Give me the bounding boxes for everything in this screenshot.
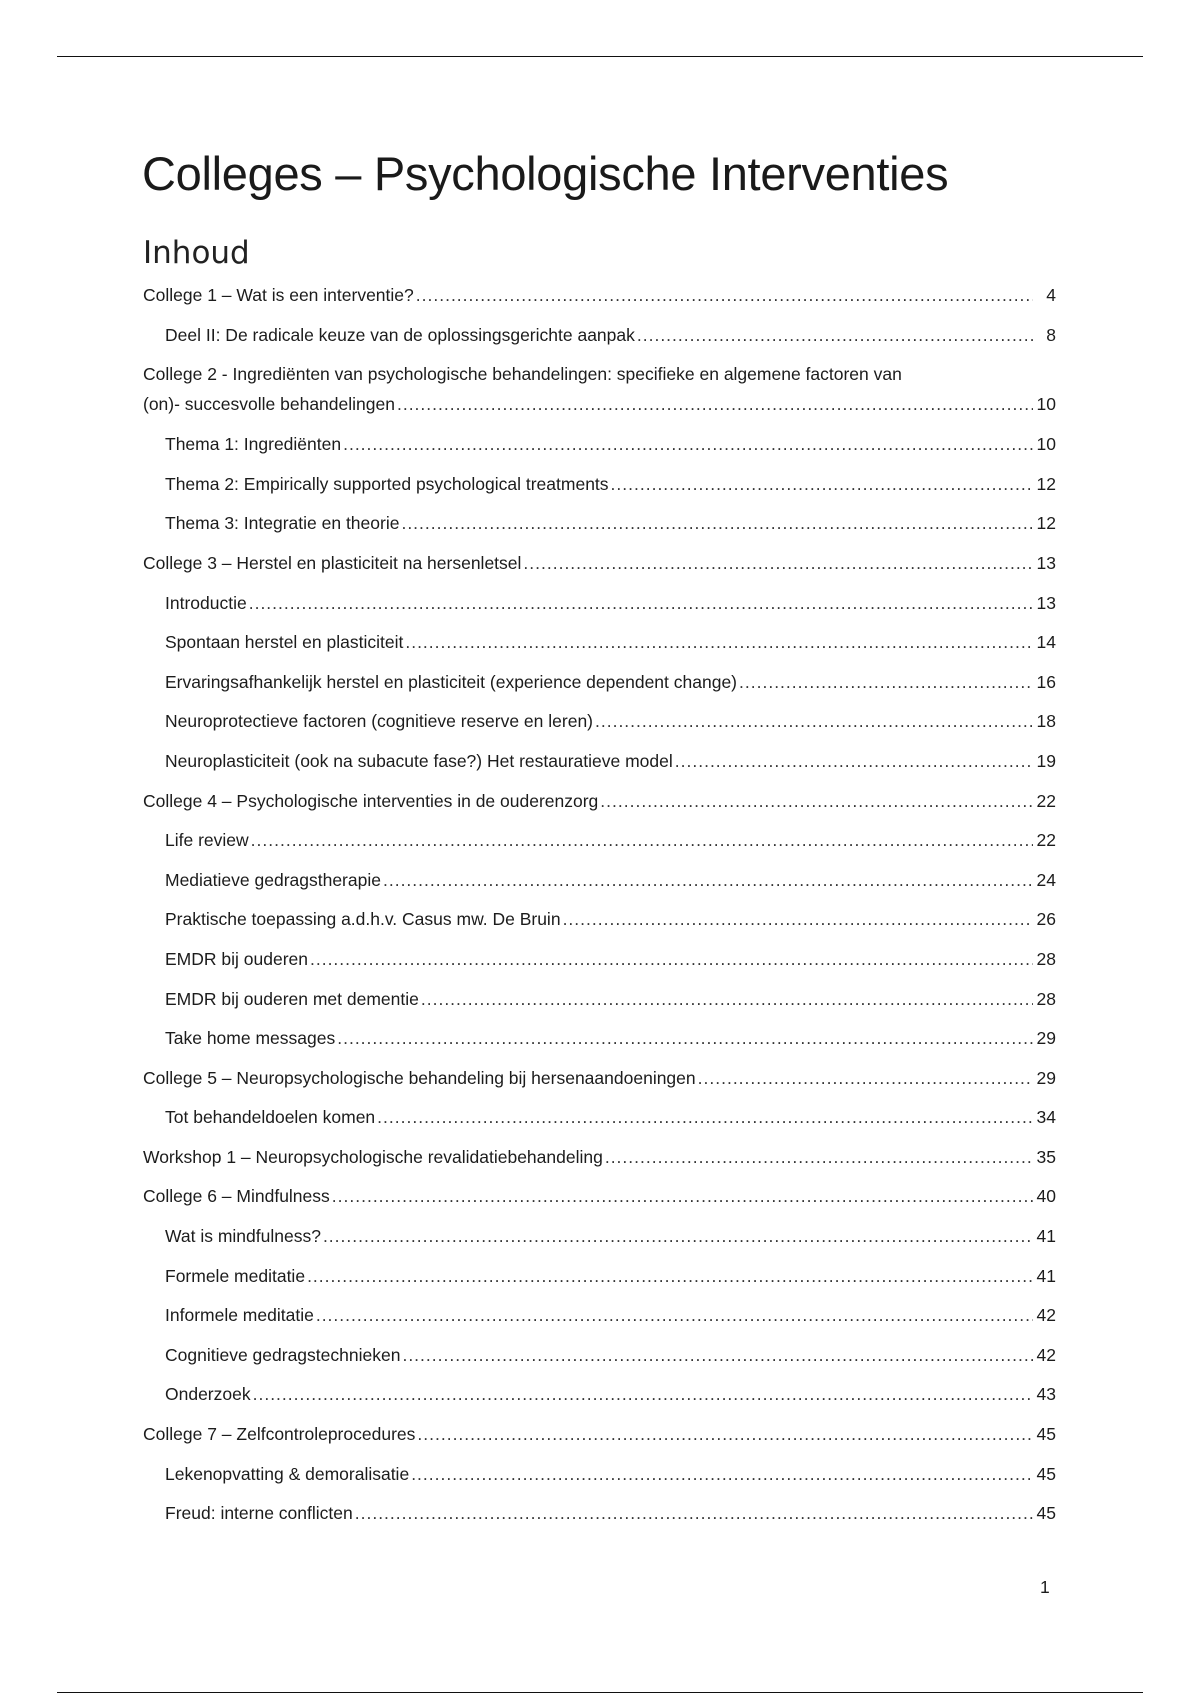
toc-entry-title: Take home messages [165,1023,337,1053]
toc-entry[interactable] [143,627,1056,667]
dot-leader [416,280,1033,310]
toc-entry-page: 28 [1036,988,1056,1009]
toc-entry[interactable] [143,1379,1056,1419]
toc-entry[interactable] [143,1300,1056,1340]
toc-entry-page: 16 [1036,671,1056,692]
toc-entry-row [165,746,1056,776]
toc-entry-title: Onderzoek [165,1379,253,1409]
toc-entry-title: Tot behandeldoelen komen [165,1102,377,1132]
toc-entry[interactable] [143,667,1056,707]
toc-entry-row [165,904,1056,934]
toc-entry-row [165,1459,1056,1489]
toc-entry-title: Workshop 1 – Neuropsychologische revalidatiebehandeling [143,1142,605,1172]
toc-entry-row [165,706,1056,736]
dot-leader [637,320,1033,350]
dot-leader [383,865,1033,895]
toc-entry-row [143,1063,1056,1093]
toc-entry-title: College 5 – Neuropsychologische behandeling bij hersenaandoeningen [143,1063,698,1093]
toc-entry-page: 12 [1036,473,1056,494]
dot-leader [397,389,1033,419]
toc-entry-title: Introductie [165,588,249,618]
toc-entry-page: 26 [1036,909,1056,930]
toc-entry-title: Neuroprotectieve factoren (cognitieve reserve en leren) [165,706,595,736]
footer-rule [57,1692,1143,1693]
toc-entry-title: Cognitieve gedragstechnieken [165,1340,402,1370]
toc-entry-row [143,548,1056,578]
toc-entry-page: 4 [1046,285,1056,305]
toc-entry-row [165,1102,1056,1132]
toc-entry[interactable] [143,588,1056,628]
toc-entry-row [143,280,1056,310]
toc-entry-title: Formele meditatie [165,1261,307,1291]
toc-entry-row [165,1379,1056,1409]
toc-entry-title: Life review [165,825,251,855]
toc-entry-title: (on)- succesvolle behandelingen [143,389,397,419]
toc-entry-title: Freud: interne conflicten [165,1498,355,1528]
dot-leader [343,429,1033,459]
toc-entry[interactable] [143,469,1056,509]
dot-leader [600,786,1033,816]
toc-entry[interactable] [143,904,1056,944]
toc-entry[interactable] [143,508,1056,548]
toc-entry-page: 10 [1036,434,1056,455]
toc-entry[interactable] [143,1261,1056,1301]
toc-entry-row [143,786,1056,816]
toc-entry-row [165,1023,1056,1053]
toc-entry-page: 13 [1036,592,1056,613]
dot-leader [675,746,1033,776]
dot-leader [611,469,1033,499]
toc-entry-page: 22 [1036,790,1056,811]
toc-heading: Inhoud [143,235,250,271]
toc-entry[interactable] [143,865,1056,905]
table-of-contents [143,280,1056,1538]
dot-leader [323,1221,1033,1251]
dot-leader [377,1102,1033,1132]
toc-entry-title: College 6 – Mindfulness [143,1181,332,1211]
toc-entry-page: 14 [1036,632,1056,653]
toc-entry-page: 43 [1036,1384,1056,1405]
toc-entry-title: College 4 – Psychologische interventies in de ouderenzorg [143,786,600,816]
dot-leader [249,588,1033,618]
toc-entry-row [165,944,1056,974]
toc-entry[interactable] [143,548,1056,588]
toc-entry-title-line1: College 2 - Ingrediënten van psychologische behandelingen: specifieke en algemene factoren van [143,364,902,385]
dot-leader [563,904,1033,934]
toc-entry-row [143,1181,1056,1211]
toc-entry-row [165,825,1056,855]
document-title: Colleges – Psychologische Interventies [142,147,949,200]
toc-entry-page: 18 [1036,711,1056,732]
toc-entry-page: 34 [1036,1107,1056,1128]
header-rule [57,56,1143,57]
dot-leader [253,1379,1033,1409]
toc-entry[interactable] [143,1181,1056,1221]
toc-entry[interactable] [143,320,1056,360]
dot-leader [310,944,1033,974]
toc-entry-title: EMDR bij ouderen met dementie [165,984,421,1014]
toc-entry-page: 19 [1036,750,1056,771]
toc-entry-row [165,320,1056,350]
dot-leader [698,1063,1033,1093]
toc-entry-title: Neuroplasticiteit (ook na subacute fase?) Het restauratieve model [165,746,675,776]
toc-entry-page: 40 [1036,1186,1056,1207]
toc-entry-page: 10 [1036,394,1056,415]
toc-entry-row [165,1300,1056,1330]
dot-leader [405,627,1033,657]
toc-entry[interactable] [143,1023,1056,1063]
dot-leader [605,1142,1033,1172]
toc-entry-title: EMDR bij ouderen [165,944,310,974]
toc-entry-row [165,429,1056,459]
toc-entry-title: Mediatieve gedragstherapie [165,865,383,895]
toc-entry-title: College 3 – Herstel en plasticiteit na hersenletsel [143,548,523,578]
toc-entry[interactable] [143,944,1056,984]
toc-entry-row [165,865,1056,895]
toc-entry-title: Spontaan herstel en plasticiteit [165,627,405,657]
dot-leader [402,1340,1033,1370]
toc-entry[interactable] [143,1419,1056,1459]
toc-entry-page: 29 [1036,1028,1056,1049]
toc-entry-title: College 7 – Zelfcontroleprocedures [143,1419,417,1449]
toc-entry[interactable] [143,706,1056,746]
toc-entry-title: Wat is mindfulness? [165,1221,323,1251]
dot-leader [595,706,1033,736]
toc-entry[interactable] [143,1063,1056,1103]
toc-entry-title: Praktische toepassing a.d.h.v. Casus mw. De Bruin [165,904,563,934]
toc-entry[interactable] [143,1102,1056,1142]
toc-entry-row [165,1221,1056,1251]
toc-entry-row [165,1340,1056,1370]
dot-leader [316,1300,1033,1330]
toc-entry[interactable] [143,786,1056,826]
toc-entry-page: 42 [1036,1344,1056,1365]
toc-entry-row [165,588,1056,618]
dot-leader [332,1181,1033,1211]
dot-leader [337,1023,1033,1053]
toc-entry-page: 8 [1046,324,1056,345]
toc-entry-title: College 1 – Wat is een interventie? [143,280,416,310]
toc-entry[interactable] [143,746,1056,786]
dot-leader [307,1261,1033,1291]
page-number: 1 [1040,1577,1050,1597]
toc-entry-page: 12 [1036,513,1056,534]
toc-entry-title: Informele meditatie [165,1300,316,1330]
toc-entry-title: Thema 1: Ingrediënten [165,429,343,459]
dot-leader [417,1419,1033,1449]
toc-entry-page: 45 [1036,1503,1056,1524]
toc-entry[interactable] [143,1459,1056,1499]
toc-entry[interactable] [143,429,1056,469]
toc-entry-page: 41 [1036,1226,1056,1247]
dot-leader [251,825,1033,855]
toc-entry-page: 42 [1036,1305,1056,1326]
toc-entry-page: 13 [1036,552,1056,573]
toc-entry-row [165,508,1056,538]
toc-entry-row [165,1498,1056,1528]
toc-entry-row [165,1261,1056,1291]
toc-entry-title: Thema 2: Empirically supported psychological treatments [165,469,611,499]
dot-leader [411,1459,1033,1489]
toc-entry[interactable] [143,280,1056,320]
toc-entry-page: 41 [1036,1265,1056,1286]
dot-leader [421,984,1033,1014]
toc-entry-row [165,627,1056,657]
toc-entry[interactable] [143,1340,1056,1380]
toc-entry[interactable] [143,825,1056,865]
toc-entry-title: Ervaringsafhankelijk herstel en plasticiteit (experience dependent change) [165,667,739,697]
toc-entry-page: 45 [1036,1463,1056,1484]
toc-entry-page: 29 [1036,1067,1056,1088]
toc-entry-title: Lekenopvatting & demoralisatie [165,1459,411,1489]
toc-entry-title: Deel II: De radicale keuze van de oplossingsgerichte aanpak [165,320,637,350]
toc-entry-row [143,1419,1056,1449]
toc-entry[interactable] [143,1221,1056,1261]
toc-entry-page: 24 [1036,869,1056,890]
dot-leader [739,667,1033,697]
toc-entry[interactable] [143,984,1056,1024]
toc-entry-page: 35 [1036,1146,1056,1167]
toc-entry-row [165,984,1056,1014]
dot-leader [523,548,1033,578]
toc-entry-page: 28 [1036,948,1056,969]
toc-entry-row [143,1142,1056,1172]
toc-entry[interactable] [143,1498,1056,1538]
toc-entry-row [143,389,1056,419]
toc-entry[interactable] [143,1142,1056,1182]
toc-entry-row [165,667,1056,697]
toc-entry[interactable] [143,359,1056,429]
toc-entry-page: 22 [1036,830,1056,851]
toc-entry-title: Thema 3: Integratie en theorie [165,508,401,538]
toc-entry-page: 45 [1036,1424,1056,1445]
toc-entry-row [165,469,1056,499]
dot-leader [401,508,1033,538]
dot-leader [355,1498,1033,1528]
